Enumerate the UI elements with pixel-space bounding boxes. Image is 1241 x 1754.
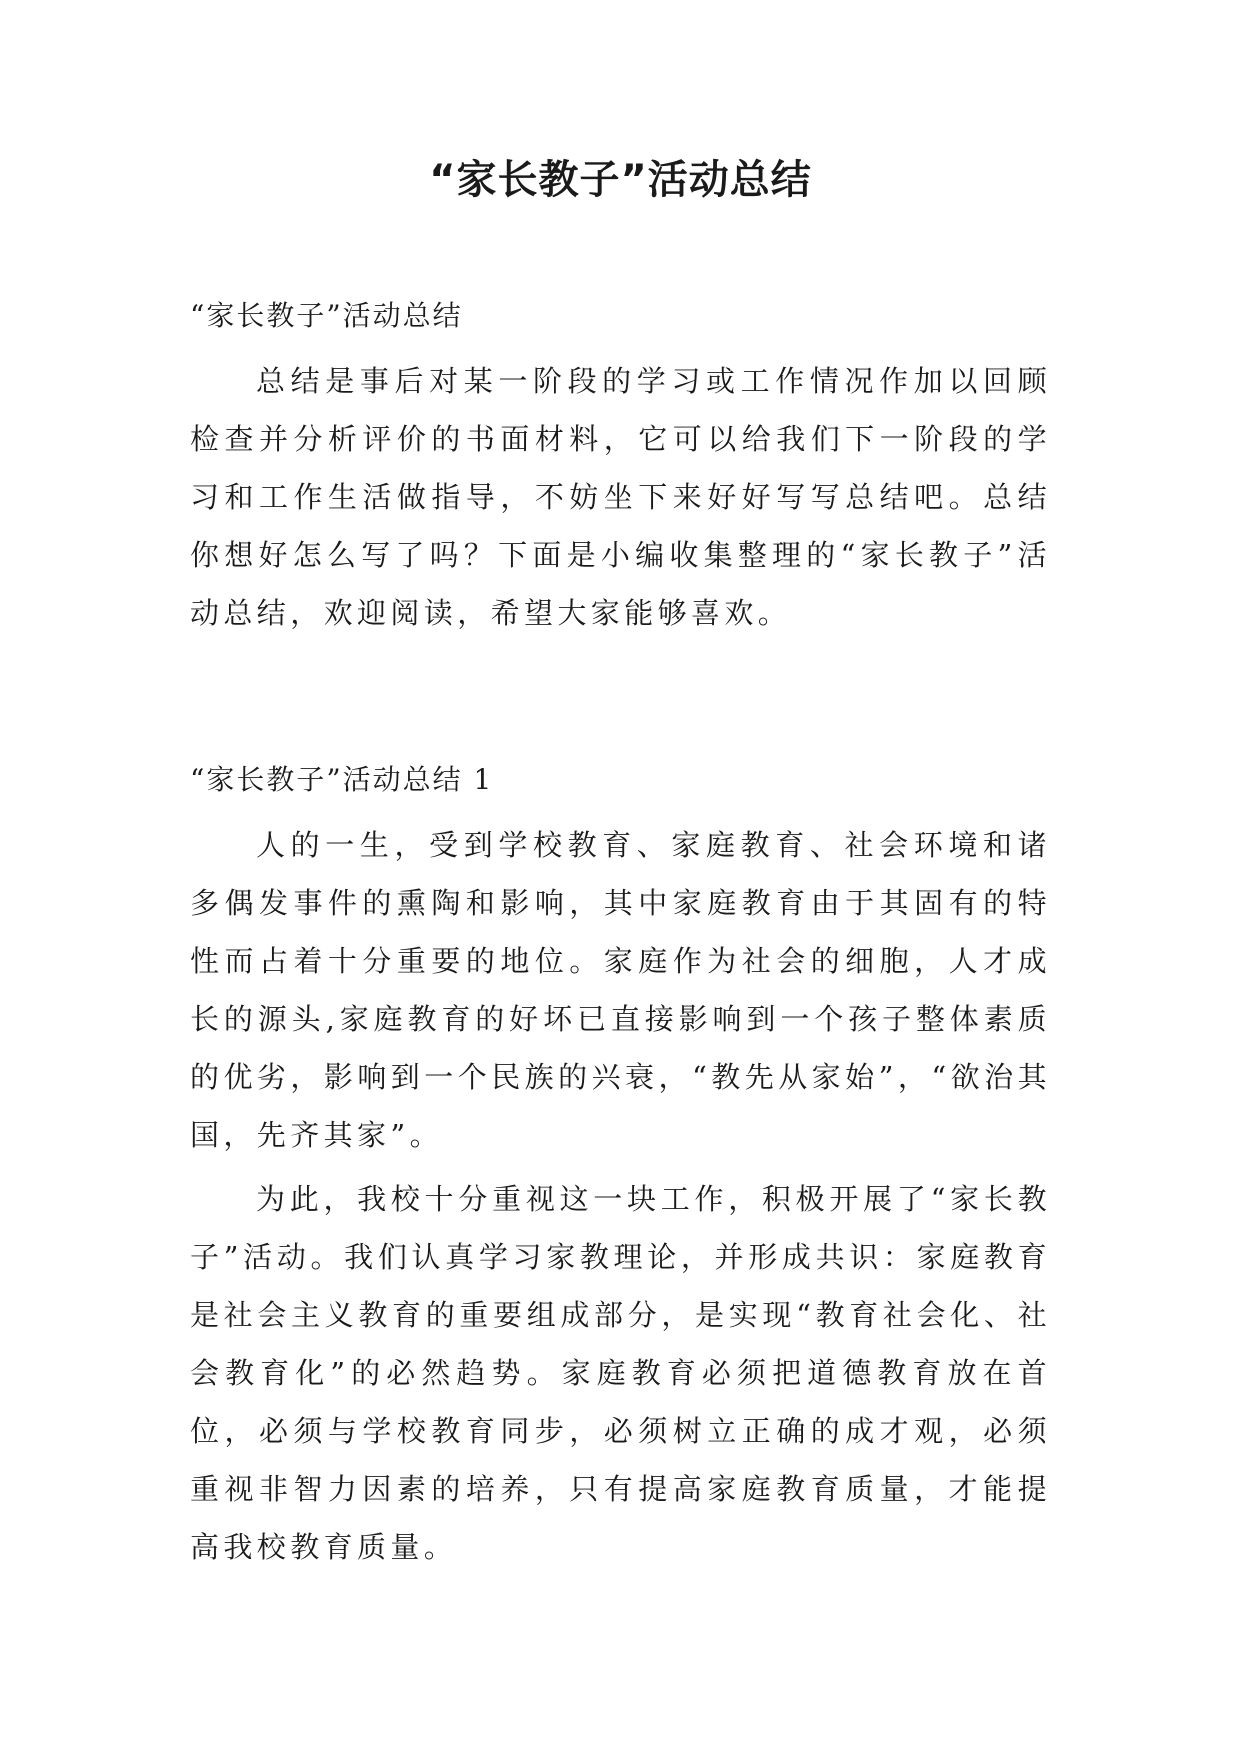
intro-section <box>190 296 1051 642</box>
section-1 <box>190 760 1051 1576</box>
document-title: “家长教子”活动总结 <box>429 157 812 203</box>
section-1-paragraph-2: 为此，我校十分重视这一块工作，积极开展了“家长教子”活动。我们认真学习家教理论，并形成共识：家庭教育是社会主义教育的重要组成部分，是实现“教育社会化、社会教育化”的必然趋势。家庭教育必须把道德教育放在首位，必须与学校教育同步，必须树立正确的成才观，必须重视非智力因素的培养，只有提高家庭教育质量，才能提高我校教育质量。 <box>190 1182 1051 1564</box>
intro-paragraph: 总结是事后对某一阶段的学习或工作情况作加以回顾检查并分析评价的书面材料，它可以给我们下一阶段的学习和工作生活做指导，不妨坐下来好好写写总结吧。总结你想好怎么写了吗？下面是小编收集整理的“家长教子”活动总结，欢迎阅读，希望大家能够喜欢。 <box>190 364 1051 630</box>
section-1-paragraph-1: 人的一生，受到学校教育、家庭教育、社会环境和诸多偶发事件的熏陶和影响，其中家庭教育由于其固有的特性而占着十分重要的地位。家庭作为社会的细胞，人才成长的源头,家庭教育的好坏已直接影响到一个孩子整体素质的优劣，影响到一个民族的兴衰，“教先从家始”，“欲治其国，先齐其家”。 <box>190 828 1051 1152</box>
intro-heading: “家长教子”活动总结 <box>190 299 463 332</box>
section-1-heading: “家长教子”活动总结 1 <box>190 763 494 796</box>
